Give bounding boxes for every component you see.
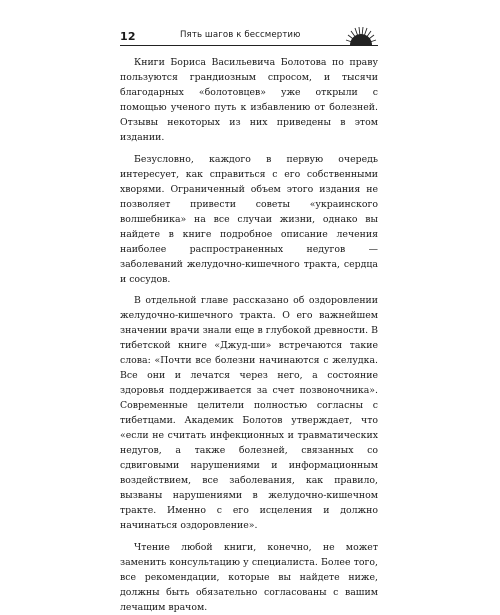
- header-rule: [120, 45, 364, 46]
- paragraph-3: В отдельной главе рассказано об оздоровлении желудочно-кишечного тракта. О его важнейшем значении врачи знали еще в глубокой древности. В тибетской книге «Джуд-ши» встречаются такие слова: «Почти все болезни начинаются с желудка. Все они и лечатся через него, а состояние здоровья поддерживается за счет позвоночника». Современные целители полностью согласны с тибетцами. Академик Болотов утверждает, что «если не считать инфекционных и травматических недугов, а также болезней, связанных со сдвиговыми нарушениями и информационным воздействием, все заболевания, как правило, вызваны нарушениями в желудочно-кишечном тракте. Именно с его исцеления и должно начинаться оздоровление».: [120, 295, 378, 531]
- body-text: [120, 55, 378, 615]
- page-header: [120, 26, 378, 48]
- paragraph-4: Чтение любой книги, конечно, не может заменить консультацию у специалиста. Более того, все рекомендации, которые вы найдете ниже, должны быть обязательно согласованы с вашим лечащим врачом.: [120, 541, 378, 613]
- paragraph-2: Безусловно, каждого в первую очередь интересует, как справиться с его собственными хворями. Ограниченный объем этого издания не позволяет привести советы «украинского волшебника» на все случаи жизни, однако вы найдете в книге подробное описание лечения наиболее распространенных недугов — заболеваний желудочно-кишечного тракта, сердца и сосудов.: [120, 153, 378, 285]
- running-title: Пять шагов к бессмертию: [180, 30, 301, 40]
- paragraph-1: Книги Бориса Васильевича Болотова по праву пользуются грандиозным спросом, и тысячи благодарных «болотовцев» уже открыли с помощью ученого путь к избавлению от болезней. Отзывы некоторых из них приведены в этом издании.: [120, 57, 378, 143]
- page-number: 12: [120, 30, 136, 43]
